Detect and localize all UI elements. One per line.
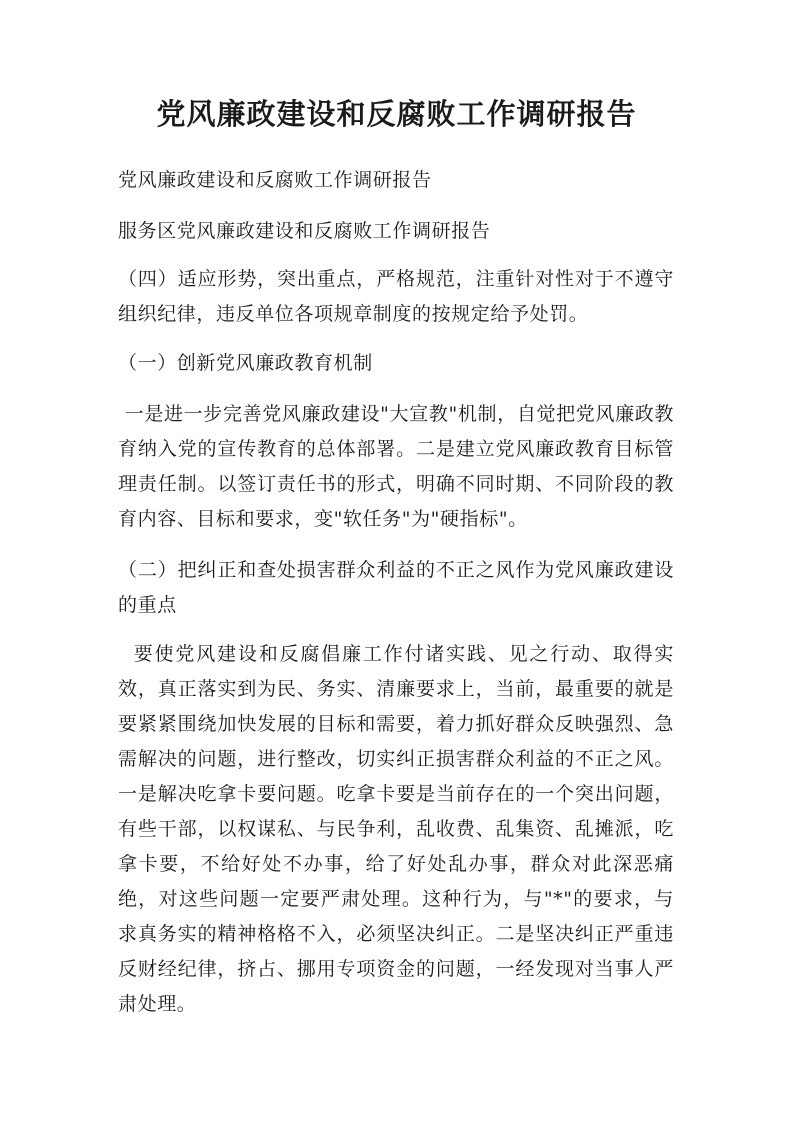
body-paragraph: 要使党风建设和反腐倡廉工作付诸实践、见之行动、取得实效，真正落实到为民、务实、清廉要求上，当前，最重要的就是要紧紧围绕加快发展的目标和需要，着力抓好群众反映强烈、急需解决的问题，进行整改，切实纠正损害群众利益的不正之风。一是解决吃拿卡要问题。吃拿卡要是当前存在的一个突出问题，有些干部，以权谋私、与民争利，乱收费、乱集资、乱摊派，吃拿卡要，不给好处不办事，给了好处乱办事，群众对此深恶痛绝，对这些问题一定要严肃处理。这种行为，与"*"的要求，与求真务实的精神格格不入，必须坚决纠正。二是坚决纠正严重违反财经纪律，挤占、挪用专项资金的问题，一经发现对当事人严肃处理。 xyxy=(118,643,674,1015)
section-four-paragraph: （四）适应形势，突出重点，严格规范，注重针对性对于不遵守组织纪律，违反单位各项规章制度的按规定给予处罚。 xyxy=(118,268,674,325)
document-title: 党风廉政建设和反腐败工作调研报告 xyxy=(156,97,637,131)
education-mechanism-paragraph: 一是进一步完善党风廉政建设"大宣教"机制，自觉把党风廉政教育纳入党的宣传教育的总体部署。二是建立党风廉政教育目标管理责任制。以签订责任书的形式，明确不同时期、不同阶段的教育内容、目标和要求，变"软任务"为"硬指标"。 xyxy=(118,403,675,530)
heading-one-paragraph: （一）创新党风廉政教育机制 xyxy=(118,352,373,374)
report-name-paragraph: 服务区党风廉政建设和反腐败工作调研报告 xyxy=(118,220,491,242)
subtitle-paragraph: 党风廉政建设和反腐败工作调研报告 xyxy=(118,169,432,191)
heading-two-paragraph: （二）把纠正和查处损害群众利益的不正之风作为党风廉政建设的重点 xyxy=(118,559,674,616)
